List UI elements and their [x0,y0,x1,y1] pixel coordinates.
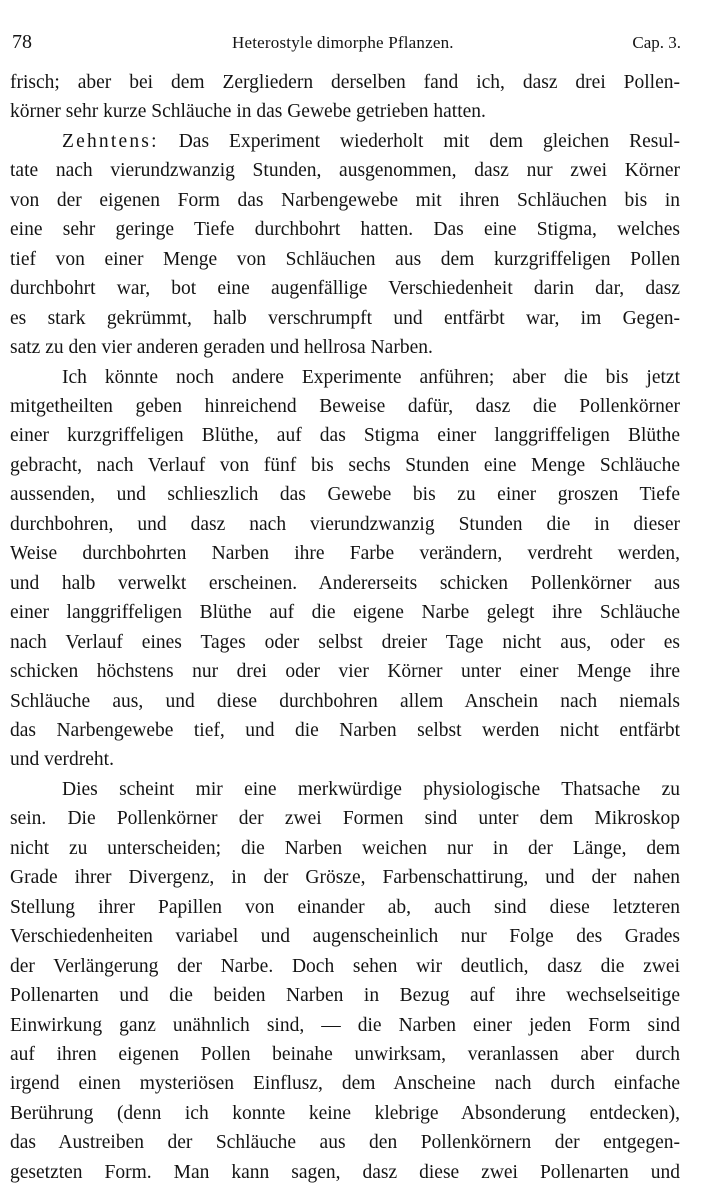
text-line: und verdreht. [10,749,114,771]
text-line: sein. Die Pollenkörner der zwei Formen sind unter dem Mikroskop [10,808,680,830]
chapter-reference: Cap. 3. [632,33,681,52]
text-line: körner sehr kurze Schläuche in das Gewebe getrieben hatten. [10,101,486,123]
text-line: von der eigenen Form das Narbengewebe mit ihren Schläuchen bis in [10,189,680,211]
paragraph-zehntens [10,127,680,363]
paragraph-physiology [10,775,680,1187]
text-line: durchbohrt war, bot eine augenfällige Verschiedenheit darin dar, dasz [10,278,680,300]
text-line: gebracht, nach Verlauf von fünf bis sechs Stunden eine Menge Schläuche [10,454,680,476]
text-line: Berührung (denn ich konnte keine klebrige Absonderung entdecken), [10,1102,680,1124]
page-header [12,31,681,55]
text-line: Weise durchbohrten Narben ihre Farbe verändern, verdreht werden, [10,543,680,565]
text-line: einer kurzgriffeligen Blüthe, auf das Stigma einer langgriffeligen Blüthe [10,425,680,447]
text-line: mitgetheilten geben hinreichend Beweise dafür, dasz die Pollenkörner [10,395,680,417]
paragraph-lead-word: Zehntens: [62,130,159,152]
text-line: Dies scheint mir eine merkwürdige physiologische Thatsache zu [62,778,680,800]
text-line: nach Verlauf eines Tages oder selbst dreier Tage nicht aus, oder es [10,631,680,653]
text-line: Ich könnte noch andere Experimente anführen; aber die bis jetzt [62,366,680,388]
text-line: Einwirkung ganz unähnlich sind, — die Narben einer jeden Form sind [10,1014,680,1036]
text-line: das Austreiben der Schläuche aus den Pollenkörnern der entgegen- [10,1132,680,1154]
text-line: durchbohren, und dasz nach vierundzwanzig Stunden die in dieser [10,513,680,535]
text-line: das Narbengewebe tief, und die Narben selbst werden nicht entfärbt [10,719,680,741]
text-line: der Verlängerung der Narbe. Doch sehen wir deutlich, dasz die zwei [10,955,680,977]
text-line: tate nach vierundzwanzig Stunden, ausgenommen, dasz nur zwei Körner [10,160,680,182]
text-line: tief von einer Menge von Schläuchen aus dem kurzgriffeligen Pollen [10,248,680,270]
body-text [10,68,680,1187]
text-line: Schläuche aus, und diese durchbohren allem Anschein nach niemals [10,690,680,712]
text-line: nicht zu unterscheiden; die Narben weichen nur in der Länge, dem [10,837,680,859]
text-line: irgend einen mysteriösen Einflusz, dem Anscheine nach durch einfache [10,1073,680,1095]
text-line: Pollenarten und die beiden Narben in Bezug auf ihre wechselseitige [10,985,680,1007]
text-line [10,127,680,156]
text-line: Stellung ihrer Papillen von einander ab, auch sind diese letzteren [10,896,680,918]
text-line: eine sehr geringe Tiefe durchbohrt hatten. Das eine Stigma, welches [10,219,680,241]
text-line: Verschiedenheiten variabel und augenscheinlich nur Folge des Grades [10,926,680,948]
text-line: schicken höchstens nur drei oder vier Körner unter einer Menge ihre [10,661,680,683]
text-fragment: Das Experiment wiederholt mit dem gleichen Resul- [158,130,680,152]
text-line: frisch; aber bei dem Zergliedern derselben fand ich, dasz drei Pollen- [10,72,680,93]
text-line: gesetzten Form. Man kann sagen, dasz diese zwei Pollenarten und [10,1161,680,1183]
text-line: es stark gekrümmt, halb verschrumpft und entfärbt war, im Gegen- [10,307,680,329]
text-line: einer langgriffeligen Blüthe auf die eigene Narbe gelegt ihre Schläuche [10,602,680,624]
page-number: 78 [12,31,32,53]
paragraph-summary [10,363,680,775]
paragraph-continuation [10,68,680,127]
text-line: und halb verwelkt erscheinen. Andererseits schicken Pollenkörner aus [10,572,680,594]
running-title: Heterostyle dimorphe Pflanzen. [232,33,454,52]
text-line: satz zu den vier anderen geraden und hellrosa Narben. [10,337,433,359]
text-line: auf ihren eigenen Pollen beinahe unwirksam, veranlassen aber durch [10,1043,680,1065]
text-line: Grade ihrer Divergenz, in der Grösze, Farbenschattirung, und der nahen [10,867,680,889]
text-line: aussenden, und schlieszlich das Gewebe bis zu einer groszen Tiefe [10,484,680,506]
